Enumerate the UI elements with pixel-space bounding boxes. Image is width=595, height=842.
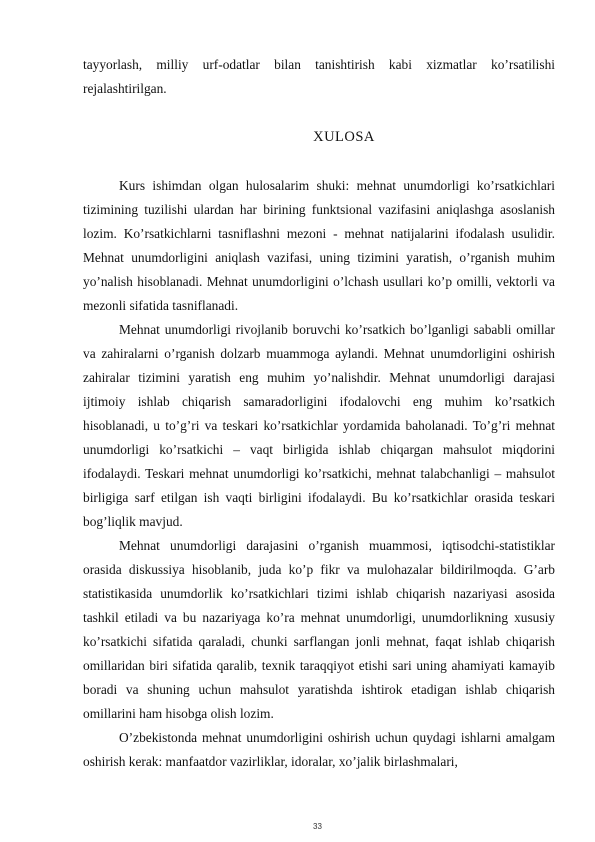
- section-heading: XULOSA: [313, 129, 375, 145]
- intro-paragraph-block: [83, 53, 555, 101]
- body-text: [83, 174, 555, 774]
- body-paragraph: Kurs ishimdan olgan hulosalarim shuki: mehnat unumdorligi ko’rsatkichlari tizimining tuzilishi ulardan har birining funktsional vazifasini aniqlashga asoslanish lozim. Ko’rsatkichlarni tasniflashni mezoni - mehnat natijalarini ifodalash usulidir. Mehnat unumdorligini aniqlash vazifasi, uning tizimini yaratish, o’rganish muhim yo’nalish hisoblanadi. Mehnat unumdorligini o’lchash usullari ko’p omilli, vektorli va mezonli sifatida tasniflanadi.: [83, 178, 555, 313]
- body-paragraph: O’zbekistonda mehnat unumdorligini oshirish uchun quydagi ishlarni amalgam oshirish kerak: manfaatdor vazirliklar, idoralar, xo’jalik birlashmalari,: [83, 730, 555, 769]
- body-paragraph: Mehnat unumdorligi darajasini o’rganish muammosi, iqtisodchi-statistiklar orasida diskussiya hisoblanib, juda ko’p fikr va mulohazalar bildirilmoqda. G’arb statistikasida unumdorlik ko’rsatkichlari tizimi ishlab chiqarish nazariyasi asosida tashkil etiladi va bu nazariyaga ko’ra mehnat unumdorligi, unumdorlikning xususiy ko’rsatkichi sifatida qaraladi, chunki sarflangan jonli mehnat, faqat ishlab chiqarish omillaridan biri sifatida qaralib, texnik taraqqiyot etishi sari uning ahamiyati kamayib boradi va shuning uchun mahsulot yaratishda ishtirok etadigan ishlab chiqarish omillarini ham hisobga olish lozim.: [83, 538, 555, 721]
- page-number: 33: [313, 822, 322, 831]
- body-paragraph: Mehnat unumdorligi rivojlanib boruvchi ko’rsatkich bo’lganligi sababli omillar va zahiralarni o’rganish dolzarb muammoga aylandi. Mehnat unumdorligini oshirish zahiralar tizimini yaratish eng muhim yo’nalishdir. Mehnat unumdorligi darajasi ijtimoiy ishlab chiqarish samaradorligini ifodalovchi eng muhim ko’rsatkich hisoblanadi, u to’g’ri va teskari ko’rsatkichlar yordamida baholanadi. To’g’ri mehnat unumdorligi ko’rsatkichi – vaqt birligida ishlab chiqargan mahsulot miqdorini ifodalaydi. Teskari mehnat unumdorligi ko’rsatkichi, mehnat talabchanligi – mahsulot birligiga sarf etilgan ish vaqti birligini ifodalaydi. Bu ko’rsatkichlar orasida teskari bog’liqlik mavjud.: [83, 322, 555, 529]
- intro-paragraph: tayyorlash, milliy urf-odatlar bilan tanishtirish kabi xizmatlar ko’rsatilishi rejalashtirilgan.: [83, 57, 555, 96]
